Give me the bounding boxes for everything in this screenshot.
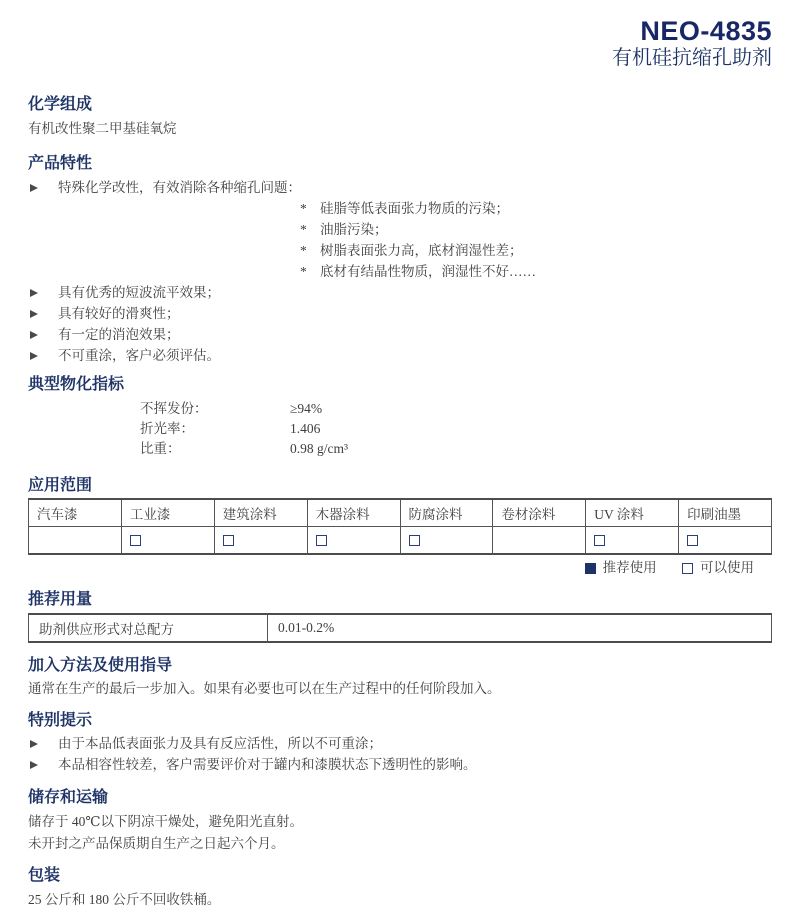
arrow-bullet-icon — [28, 303, 58, 324]
usage-guidance-heading: 加入方法及使用指导 — [28, 657, 173, 674]
application-check-cell — [493, 527, 586, 555]
application-range-heading: 应用范围 — [28, 477, 93, 494]
typical-properties-heading: 典型物化指标 — [28, 376, 125, 393]
section-chemical-composition — [28, 94, 772, 138]
dosage-table — [28, 613, 772, 643]
application-check-cell — [29, 527, 122, 555]
product-code-title: NEO-4835 — [640, 16, 772, 46]
application-check-cell — [679, 527, 772, 555]
application-check-row — [29, 527, 772, 555]
section-usage-guidance — [28, 655, 772, 698]
section-storage-transport — [28, 787, 772, 855]
special-note-text: 由于本品低表面张力及具有反应活性，所以不可重涂； — [58, 736, 382, 751]
section-typical-properties — [28, 374, 772, 459]
special-note-bullet — [28, 733, 772, 754]
feature-sub-bullet — [28, 240, 772, 261]
property-row — [28, 439, 772, 459]
can-use-checkbox-icon — [687, 535, 698, 546]
feature-sub-bullet — [28, 198, 772, 219]
dosage-value-cell: 0.01-0.2% — [268, 614, 772, 642]
section-recommended-dosage — [28, 589, 772, 643]
property-label: 比重： — [140, 441, 181, 456]
application-column-header: 工业漆 — [121, 499, 214, 527]
feature-bullet-text: 不可重涂，客户必须评估。 — [58, 348, 220, 363]
packaging-body: 25 公斤和 180 公斤不回收铁桶。 — [28, 892, 221, 907]
chemical-composition-heading: 化学组成 — [28, 96, 93, 113]
feature-bullet-text: 具有优秀的短波流平效果； — [58, 285, 220, 300]
property-row — [28, 399, 772, 419]
chemical-composition-body: 有机改性聚二甲基硅氧烷 — [28, 121, 177, 136]
feature-sub-list — [28, 198, 772, 282]
feature-bullet — [28, 303, 772, 324]
arrow-bullet-icon — [28, 733, 58, 754]
application-column-header: 印刷油墨 — [679, 499, 772, 527]
can-use-checkbox-icon — [316, 535, 327, 546]
storage-line: 未开封之产品保质期自生产之日起六个月。 — [28, 836, 285, 851]
application-column-header: 木器涂料 — [307, 499, 400, 527]
feature-bullet-text: 具有较好的滑爽性； — [58, 306, 180, 321]
legend-recommended — [585, 559, 657, 577]
can-use-checkbox-icon — [223, 535, 234, 546]
feature-sub-bullet — [28, 219, 772, 240]
packaging-heading: 包装 — [28, 867, 61, 884]
usage-guidance-body: 通常在生产的最后一步加入。如果有必要也可以在生产过程中的任何阶段加入。 — [28, 681, 501, 696]
arrow-bullet-icon — [28, 324, 58, 345]
legend-can-use — [682, 559, 754, 577]
application-column-header: 卷材涂料 — [493, 499, 586, 527]
application-column-header: 汽车漆 — [29, 499, 122, 527]
section-special-notes — [28, 710, 772, 775]
empty-square-icon — [682, 563, 693, 574]
arrow-bullet-icon — [28, 754, 58, 775]
feature-sub-bullet-text: 油脂污染； — [320, 222, 388, 237]
section-product-features — [28, 153, 772, 366]
legend-can-use-label: 可以使用 — [700, 560, 754, 575]
feature-bullet — [28, 345, 772, 366]
legend-recommended-label: 推荐使用 — [602, 560, 657, 575]
product-features-heading: 产品特性 — [28, 155, 93, 172]
property-label: 折光率： — [140, 421, 194, 436]
asterisk-bullet-icon: * — [300, 222, 307, 237]
application-column-header: 防腐涂料 — [400, 499, 493, 527]
application-column-header: UV 涂料 — [586, 499, 679, 527]
can-use-checkbox-icon — [409, 535, 420, 546]
storage-transport-heading: 储存和运输 — [28, 789, 109, 806]
can-use-checkbox-icon — [130, 535, 141, 546]
filled-square-icon — [585, 563, 596, 574]
section-application-range — [28, 475, 772, 577]
feature-sub-bullet-text: 树脂表面张力高，底材润湿性差； — [320, 243, 523, 258]
property-value: ≥94% — [290, 401, 323, 416]
storage-lines — [28, 811, 772, 855]
application-check-cell — [400, 527, 493, 555]
property-value: 0.98 g/cm³ — [290, 441, 349, 456]
application-legend — [28, 559, 772, 577]
dosage-label-cell: 助剂供应形式对总配方 — [29, 614, 268, 642]
feature-bullet — [28, 324, 772, 345]
section-packaging — [28, 865, 772, 909]
arrow-bullet-icon — [28, 345, 58, 366]
special-note-text: 本品相容性较差，客户需要评价对于罐内和漆膜状态下透明性的影响。 — [58, 757, 477, 772]
special-notes-list — [28, 733, 772, 775]
asterisk-bullet-icon: * — [300, 243, 307, 258]
feature-sub-bullet — [28, 261, 772, 282]
dosage-row — [29, 614, 772, 642]
special-notes-heading: 特别提示 — [28, 712, 93, 729]
application-check-cell — [307, 527, 400, 555]
recommended-dosage-heading: 推荐用量 — [28, 591, 93, 608]
property-rows — [28, 399, 772, 459]
feature-bullet — [28, 177, 772, 198]
feature-bullet-text: 特殊化学改性，有效消除各种缩孔问题： — [58, 180, 301, 195]
asterisk-bullet-icon: * — [300, 264, 307, 279]
property-label: 不挥发份： — [140, 401, 208, 416]
special-note-bullet — [28, 754, 772, 775]
doc-header — [28, 16, 772, 70]
asterisk-bullet-icon: * — [300, 201, 307, 216]
feature-sub-bullet-text: 硅脂等低表面张力物质的污染； — [320, 201, 509, 216]
application-column-header: 建筑涂料 — [214, 499, 307, 527]
feature-bullet — [28, 282, 772, 303]
application-range-table — [28, 498, 772, 555]
arrow-bullet-icon — [28, 282, 58, 303]
arrow-bullet-icon — [28, 177, 58, 198]
can-use-checkbox-icon — [594, 535, 605, 546]
product-name-subtitle: 有机硅抗缩孔助剂 — [612, 47, 772, 69]
application-check-cell — [586, 527, 679, 555]
feature-sub-bullet-text: 底材有结晶性物质，润湿性不好…… — [320, 264, 536, 279]
application-check-cell — [121, 527, 214, 555]
application-header-row — [29, 499, 772, 527]
storage-line: 储存于 40℃以下阴凉干燥处，避免阳光直射。 — [28, 814, 303, 829]
feature-bullet-text: 有一定的消泡效果； — [58, 327, 180, 342]
feature-bullet-list — [28, 177, 772, 366]
property-value: 1.406 — [290, 421, 321, 436]
property-row — [28, 419, 772, 439]
application-check-cell — [214, 527, 307, 555]
